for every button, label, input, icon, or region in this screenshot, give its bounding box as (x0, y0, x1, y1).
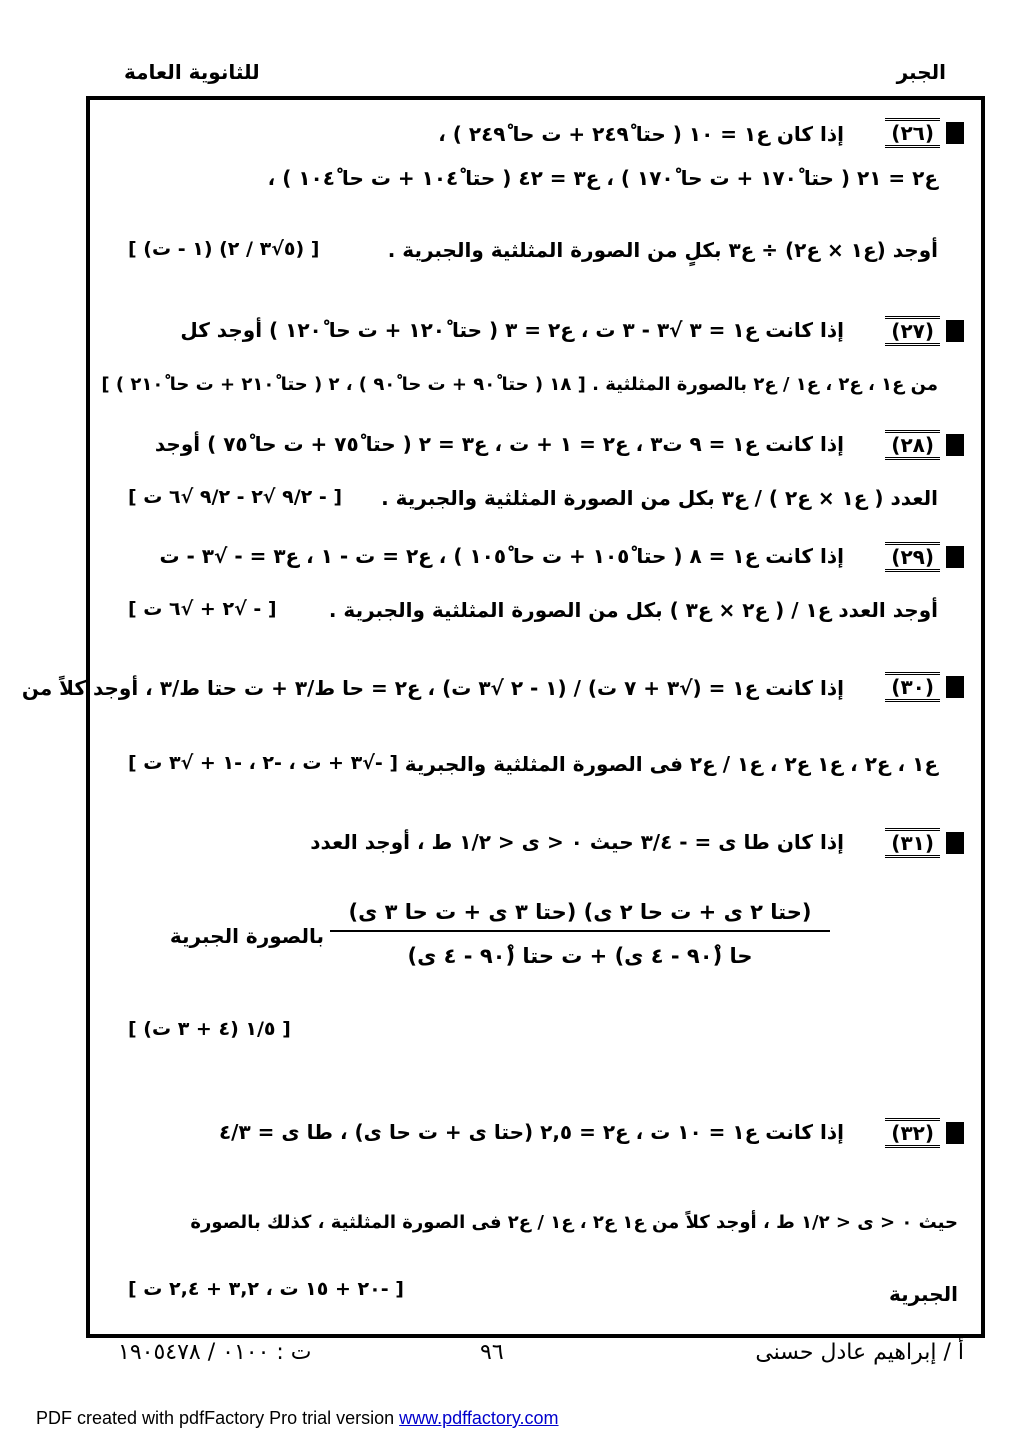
footer-author: أ / إبراهيم عادل حسنى (755, 1340, 964, 1365)
question-label (864, 1118, 964, 1148)
question-line: ع٢ = ٢١ ( حتا ١٧٠ْ + ت حا ١٧٠ْ ) ، ع٣ = ٤٢ ( حتا ١٠٤ْ + ت حا ١٠٤ْ ) ، (267, 166, 938, 190)
footer-phone: ت : ٠١٠٠ / ١٩٠٥٤٧٨ (118, 1340, 312, 1365)
bullet-square (946, 434, 964, 456)
answer: [ -√٣ + ت ، -٢ ، -١ + √٣ ت ] (128, 752, 399, 774)
bullet-square (946, 1122, 964, 1144)
question-line: إذا كانت ع١ = ٩ ت٣ ، ع٢ = ١ + ت ، ع٣ = ٢ ( حتا ٧٥ْ + ت حا ٧٥ْ ) أوجد (154, 432, 844, 456)
question-line: إذا كانت ع١ = ٣ √٣ - ٣ ت ، ع٢ = ٣ ( حتا ١٢٠ْ + ت حا ١٢٠ْ ) أوجد كل (180, 318, 844, 342)
question-line: أوجد (ع١ × ع٢) ÷ ع٣ بكلٍ من الصورة المثلثية والجبرية . (387, 238, 938, 262)
bullet-square (946, 122, 964, 144)
question-number: (٢٩) (885, 542, 940, 572)
question-line: إذا كان طا ى = - ٣/٤ حيث ٠ < ى < ١/٢ ط ، أوجد العدد (310, 830, 844, 854)
fraction-label: بالصورة الجبرية (169, 924, 324, 948)
expression-fraction (330, 900, 830, 968)
question-number: (٢٧) (885, 316, 940, 346)
header-subject: الجبر (896, 60, 946, 84)
question-line: الجبرية (888, 1282, 958, 1306)
bullet-square (946, 546, 964, 568)
question-line: أوجد العدد ع١ / ( ع٢ × ع٣ ) بكل من الصورة المثلثية والجبرية . (328, 598, 938, 622)
question-number: (٢٦) (885, 118, 940, 148)
answer: [ -٢٠ + ١٥ ت ، ٣,٢ + ٢,٤ ت ] (128, 1278, 404, 1300)
question-line: إذا كانت ع١ = ٨ ( حتا ١٠٥ْ + ت حا ١٠٥ْ ) ، ع٢ = ت - ١ ، ع٣ = - √٣ - ت (159, 544, 844, 568)
question-line: حيث ٠ < ى < ١/٢ ط ، أوجد كلاً من ع١ ع٢ ، ع١ / ع٢ فى الصورة المثلثية ، كذلك بالصورة (190, 1212, 958, 1233)
content-frame (86, 96, 985, 1338)
pdf-notice (36, 1408, 559, 1429)
question-number: (٣١) (885, 828, 940, 858)
question-label (864, 118, 964, 148)
answer: [ - ٩/٢ √٢ - ٩/٢ √٦ ت ] (128, 486, 343, 508)
question-number: (٢٨) (885, 430, 940, 460)
question-line: إذا كانت ع١ = ١٠ ت ، ع٢ = ٢,٥ (حتا ى + ت حا ى) ، طا ى = ٤/٣ (218, 1120, 844, 1144)
pdf-notice-text: PDF created with pdfFactory Pro trial version (36, 1408, 400, 1428)
question-line: إذا كانت ع١ = (√٣ + ٧ ت) / (١ - ٢ √٣ ت) ، ع٢ = حا ط/٣ + ت حتا ط/٣ ، أوجد كلاً من (21, 676, 844, 700)
bullet-square (946, 676, 964, 698)
question-line: من ع١ ، ع٢ ، ع١ / ع٢ بالصورة المثلثية . [ ١٨ ( حتا ٩٠ْ + ت حا ٩٠ْ ) ، ٢ ( حتا ٢١٠ْ + ت حا ٢١٠ْ ) ] (101, 374, 938, 395)
answer: [ (٥√٣ / ٢) (١ - ت) ] (128, 238, 320, 260)
header-level: للثانوية العامة (124, 60, 260, 84)
question-number: (٣٢) (885, 1118, 940, 1148)
fraction-denominator: حا (٩٠ْ - ٤ ى) + ت حتا (٩٠ْ - ٤ ى) (407, 944, 753, 968)
answer: [ - √٢ + √٦ ت ] (128, 598, 277, 620)
question-label (864, 542, 964, 572)
question-label (864, 316, 964, 346)
question-label (864, 430, 964, 460)
question-line: ع١ ، ع٢ ، ع١ ع٢ ، ع١ / ع٢ فى الصورة المثلثية والجبرية (404, 752, 938, 776)
answer: [ ١/٥ (٤ + ٣ ت) ] (128, 1018, 291, 1040)
question-line: العدد ( ع١ × ع٢ ) / ع٣ بكل من الصورة المثلثية والجبرية . (381, 486, 938, 510)
question-label (864, 672, 964, 702)
pdf-factory-link[interactable]: www.pdffactory.com (399, 1408, 559, 1428)
bullet-square (946, 320, 964, 342)
question-number: (٣٠) (885, 672, 940, 702)
fraction-numerator: (حتا ٢ ى + ت حا ٢ ى) (حتا ٣ ى + ت حا ٣ ى) (330, 900, 830, 932)
question-label (864, 828, 964, 858)
footer-page-number: ٩٦ (480, 1340, 504, 1365)
question-line: إذا كان ع١ = ١٠ ( حتا ٢٤٩ْ + ت حا ٢٤٩ْ ) ، (438, 122, 844, 146)
bullet-square (946, 832, 964, 854)
